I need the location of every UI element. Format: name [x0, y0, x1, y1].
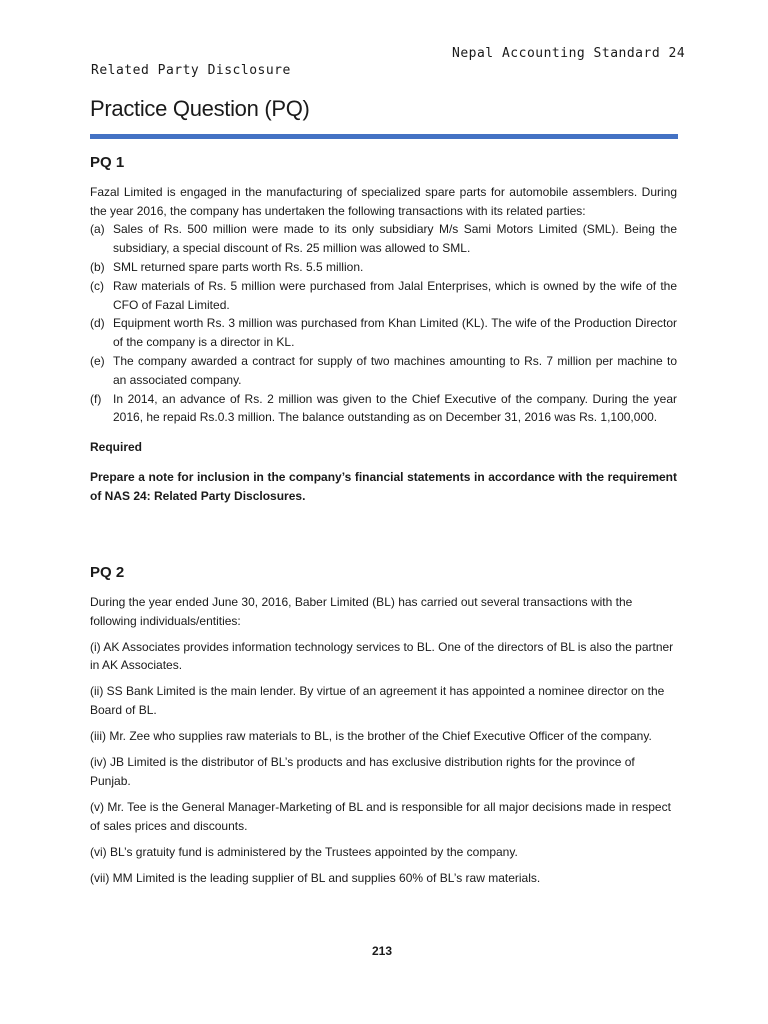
pq1-heading: PQ 1: [90, 154, 125, 171]
list-item: (iii) Mr. Zee who supplies raw materials to BL, is the brother of the Chief Executive Officer of the company.: [90, 729, 652, 744]
running-header-subject: Related Party Disclosure: [91, 63, 291, 78]
running-header-standard: Nepal Accounting Standard 24: [452, 46, 686, 61]
list-item: [90, 277, 677, 315]
page-title: Practice Question (PQ): [90, 96, 310, 121]
list-item-label: (f): [90, 391, 102, 406]
required-text: Prepare a note for inclusion in the company’s financial statements in accordance with the requirement of NAS 24: Related Party Disclosures.: [90, 469, 677, 503]
list-item-label: (c): [90, 278, 104, 293]
list-item-text: In 2014, an advance of Rs. 2 million was given to the Chief Executive of the company. During the year 2016, he repaid Rs.0.3 million. The balance outstanding as on December 31, 2016 was Rs. 1,100,000.: [113, 391, 677, 425]
pq1-transaction-list: [90, 220, 677, 427]
list-item-text: Equipment worth Rs. 3 million was purchased from Khan Limited (KL). The wife of the Production Director of the company is a director in KL.: [113, 316, 677, 350]
list-item: [90, 258, 677, 277]
list-item-text: Sales of Rs. 500 million were made to its only subsidiary M/s Sami Motors Limited (SML). Being the subsidiary, a special discount of Rs. 25 million was allowed to SML.: [113, 222, 677, 256]
list-item-text: SML returned spare parts worth Rs. 5.5 million.: [113, 259, 364, 274]
pq2-section: [90, 564, 677, 895]
title-rule: [90, 134, 678, 139]
page-number: 213: [372, 944, 393, 958]
pq1-section: [90, 154, 677, 506]
list-item-label: (e): [90, 353, 105, 368]
pq2-intro: During the year ended June 30, 2016, Baber Limited (BL) has carried out several transactions with the following individuals/entities:: [90, 594, 633, 628]
list-item: [90, 390, 677, 428]
list-item: [90, 314, 677, 352]
list-item: (ii) SS Bank Limited is the main lender. By virtue of an agreement it has appointed a nominee director on the Board of BL.: [90, 684, 665, 718]
list-item: (iv) JB Limited is the distributor of BL’s products and has exclusive distribution rights for the province of Punjab.: [90, 755, 635, 788]
pq1-intro: Fazal Limited is engaged in the manufacturing of specialized spare parts for automobile assemblers. During the year 2016, the company has undertaken the following transactions with its related parties:: [90, 184, 677, 218]
list-item-label: (b): [90, 259, 105, 274]
required-label: Required: [90, 440, 143, 455]
list-item: (vii) MM Limited is the leading supplier of BL and supplies 60% of BL’s raw materials.: [90, 870, 541, 885]
list-item-label: (a): [90, 222, 105, 237]
list-item-text: Raw materials of Rs. 5 million were purchased from Jalal Enterprises, which is owned by the wife of the CFO of Fazal Limited.: [113, 278, 677, 312]
pq2-heading: PQ 2: [90, 564, 125, 581]
list-item-text: The company awarded a contract for supply of two machines amounting to Rs. 7 million per machine to an associated company.: [113, 353, 677, 387]
list-item: (vi) BL’s gratuity fund is administered by the Trustees appointed by the company.: [90, 844, 518, 859]
list-item: [90, 220, 677, 258]
list-item: (v) Mr. Tee is the General Manager-Marketing of BL and is responsible for all major decisions made in respect of sales prices and discounts.: [90, 799, 671, 833]
list-item: [90, 352, 677, 390]
list-item-label: (d): [90, 316, 105, 331]
list-item: (i) AK Associates provides information technology services to BL. One of the directors of BL is also the partner in AK Associates.: [90, 639, 674, 673]
